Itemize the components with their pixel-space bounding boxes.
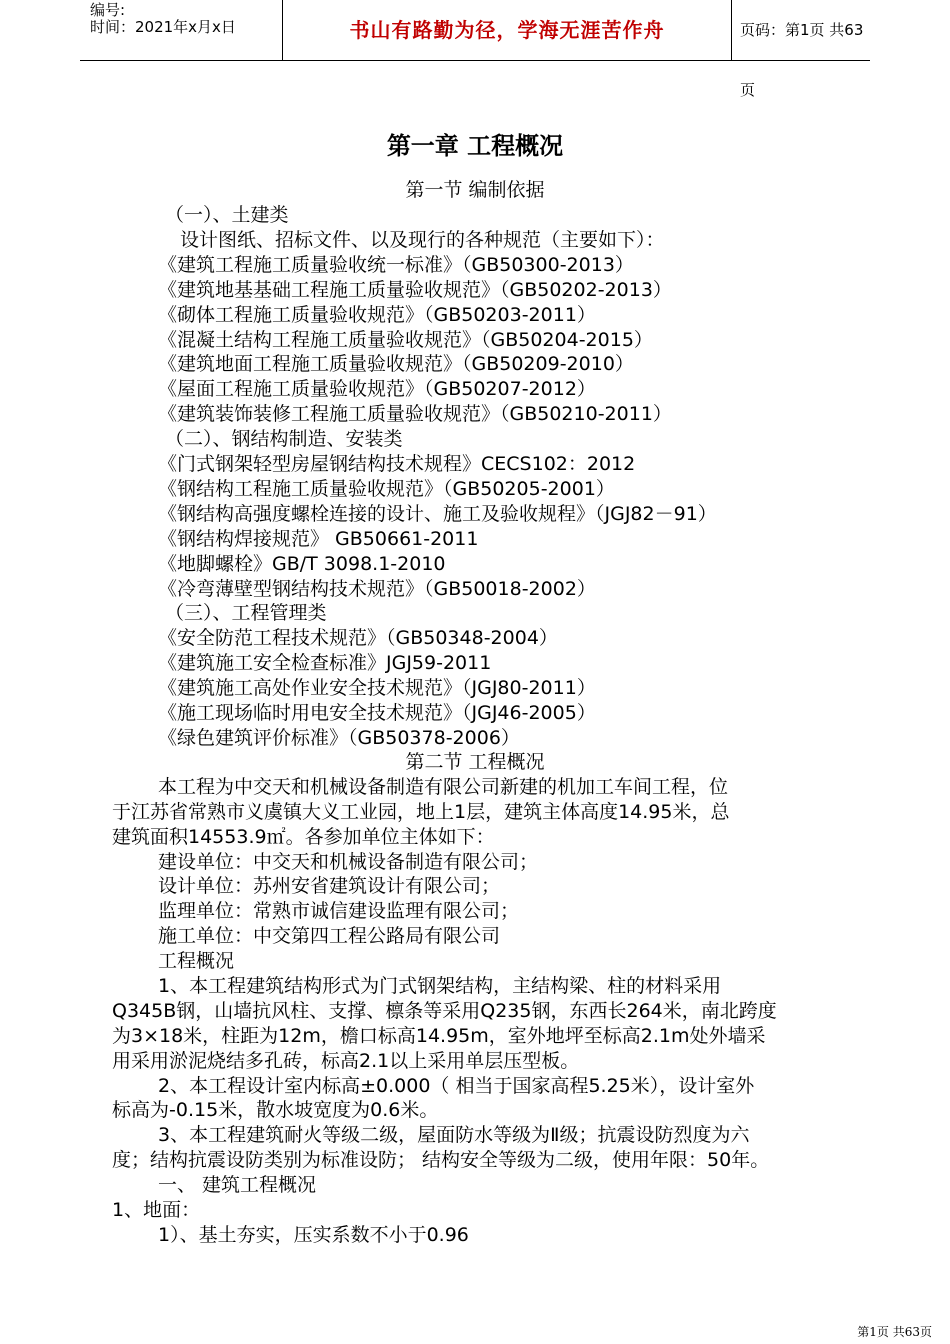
category-heading: （三）、工程管理类 [165, 602, 327, 624]
standard-item: 《施工现场临时用电安全技术规范》（JGJ46-2005） [158, 702, 596, 724]
chapter-title: 第一章 工程概况 [386, 132, 564, 160]
paragraph-line: Q345B钢，山墙抗风柱、支撑、檩条等采用Q235钢，东西长264米，南北跨度 [112, 1000, 777, 1022]
paragraph-line: 度；结构抗震设防类别为标准设防； 结构安全等级为二级，使用年限：50年。 [112, 1149, 770, 1171]
floor-item: 1）、基土夯实，压实系数不小于0.96 [158, 1224, 469, 1246]
category-heading: （二）、钢结构制造、安装类 [165, 428, 403, 450]
standard-item: 《钢结构焊接规范》 GB50661-2011 [158, 528, 479, 550]
standard-item: 《砌体工程施工质量验收规范》（GB50203-2011） [158, 304, 596, 326]
standard-item: 《绿色建筑评价标准》（GB50378-2006） [158, 727, 520, 749]
intro-text: 设计图纸、招标文件、以及现行的各种规范（主要如下）： [180, 229, 665, 251]
unit-line: 建设单位：中交天和机械设备制造有限公司； [158, 851, 539, 873]
floor-heading: 1、地面： [112, 1199, 201, 1221]
standard-item: 《混凝土结构工程施工质量验收规范》（GB50204-2015） [158, 329, 653, 351]
sub-heading: 一、 建筑工程概况 [158, 1174, 317, 1196]
standard-item: 《建筑地基基础工程施工质量验收规范》（GB50202-2013） [158, 279, 672, 301]
standard-item: 《建筑地面工程施工质量验收规范》（GB50209-2010） [158, 353, 634, 375]
category-heading: （一）、土建类 [165, 204, 289, 226]
header-number-label: 编号: [90, 1, 126, 19]
standard-item: 《地脚螺栓》GB/T 3098.1-2010 [158, 553, 446, 575]
paragraph-line: 用采用淤泥烧结多孔砖，标高2.1以上采用单层压型板。 [112, 1050, 580, 1072]
paragraph-line: 1、本工程建筑结构形式为门式钢架结构，主结构梁、柱的材料采用 [158, 975, 722, 997]
paragraph-line: 标高为-0.15米，散水坡宽度为0.6米。 [112, 1099, 439, 1121]
paragraph-line: 建筑面积14553.9㎡。各参加单位主体如下： [112, 826, 495, 848]
standard-item: 《钢结构工程施工质量验收规范》（GB50205-2001） [158, 478, 615, 500]
paragraph-line: 于江苏省常熟市义虞镇大义工业园，地上1层，建筑主体高度14.95米，总 [112, 801, 730, 823]
header-divider [731, 0, 732, 60]
paragraph-line: 本工程为中交天和机械设备制造有限公司新建的机加工车间工程，位 [158, 776, 729, 798]
paragraph-line: 2、本工程设计室内标高±0.000（ 相当于国家高程5.25米），设计室外 [158, 1075, 755, 1097]
unit-line: 施工单位：中交第四工程公路局有限公司 [158, 925, 501, 947]
standard-item: 《钢结构高强度螺栓连接的设计、施工及验收规程》（JGJ82－91） [158, 503, 717, 525]
unit-line: 设计单位：苏州安省建筑设计有限公司； [158, 875, 501, 897]
standard-item: 《建筑施工安全检查标准》JGJ59-2011 [158, 652, 492, 674]
paragraph-line: 3、本工程建筑耐火等级二级，屋面防水等级为Ⅱ级；抗震设防烈度为六 [158, 1124, 750, 1146]
header-meta [90, 2, 290, 36]
standard-item: 《门式钢架轻型房屋钢结构技术规程》CECS102：2012 [158, 453, 636, 475]
overview-label: 工程概况 [158, 950, 235, 972]
standard-item: 《屋面工程施工质量验收规范》（GB50207-2012） [158, 378, 596, 400]
header-time-label: 时间：2021年x月x日 [90, 18, 236, 36]
standard-item: 《建筑装饰装修工程施工质量验收规范》（GB50210-2011） [158, 403, 672, 425]
page-footer: 第1页 共63页 [857, 1325, 932, 1339]
standard-item: 《安全防范工程技术规范》（GB50348-2004） [158, 627, 558, 649]
standard-item: 《建筑工程施工质量验收统一标准》（GB50300-2013） [158, 254, 634, 276]
header-page-info: 页码：第1页 共63页 [740, 21, 864, 99]
section1-title: 第一节 编制依据 [405, 179, 545, 201]
header-motto: 书山有路勤为径，学海无涯苦作舟 [349, 18, 665, 42]
page-header [80, 0, 870, 99]
paragraph-line: 为3×18米，柱距为12m，檐口标高14.95m，室外地坪至标高2.1m处外墙采 [112, 1025, 766, 1047]
standard-item: 《冷弯薄壁型钢结构技术规范》（GB50018-2002） [158, 578, 596, 600]
standard-item: 《建筑施工高处作业安全技术规范》（JGJ80-2011） [158, 677, 596, 699]
section2-title: 第二节 工程概况 [405, 751, 545, 773]
unit-line: 监理单位：常熟市诚信建设监理有限公司； [158, 900, 520, 922]
